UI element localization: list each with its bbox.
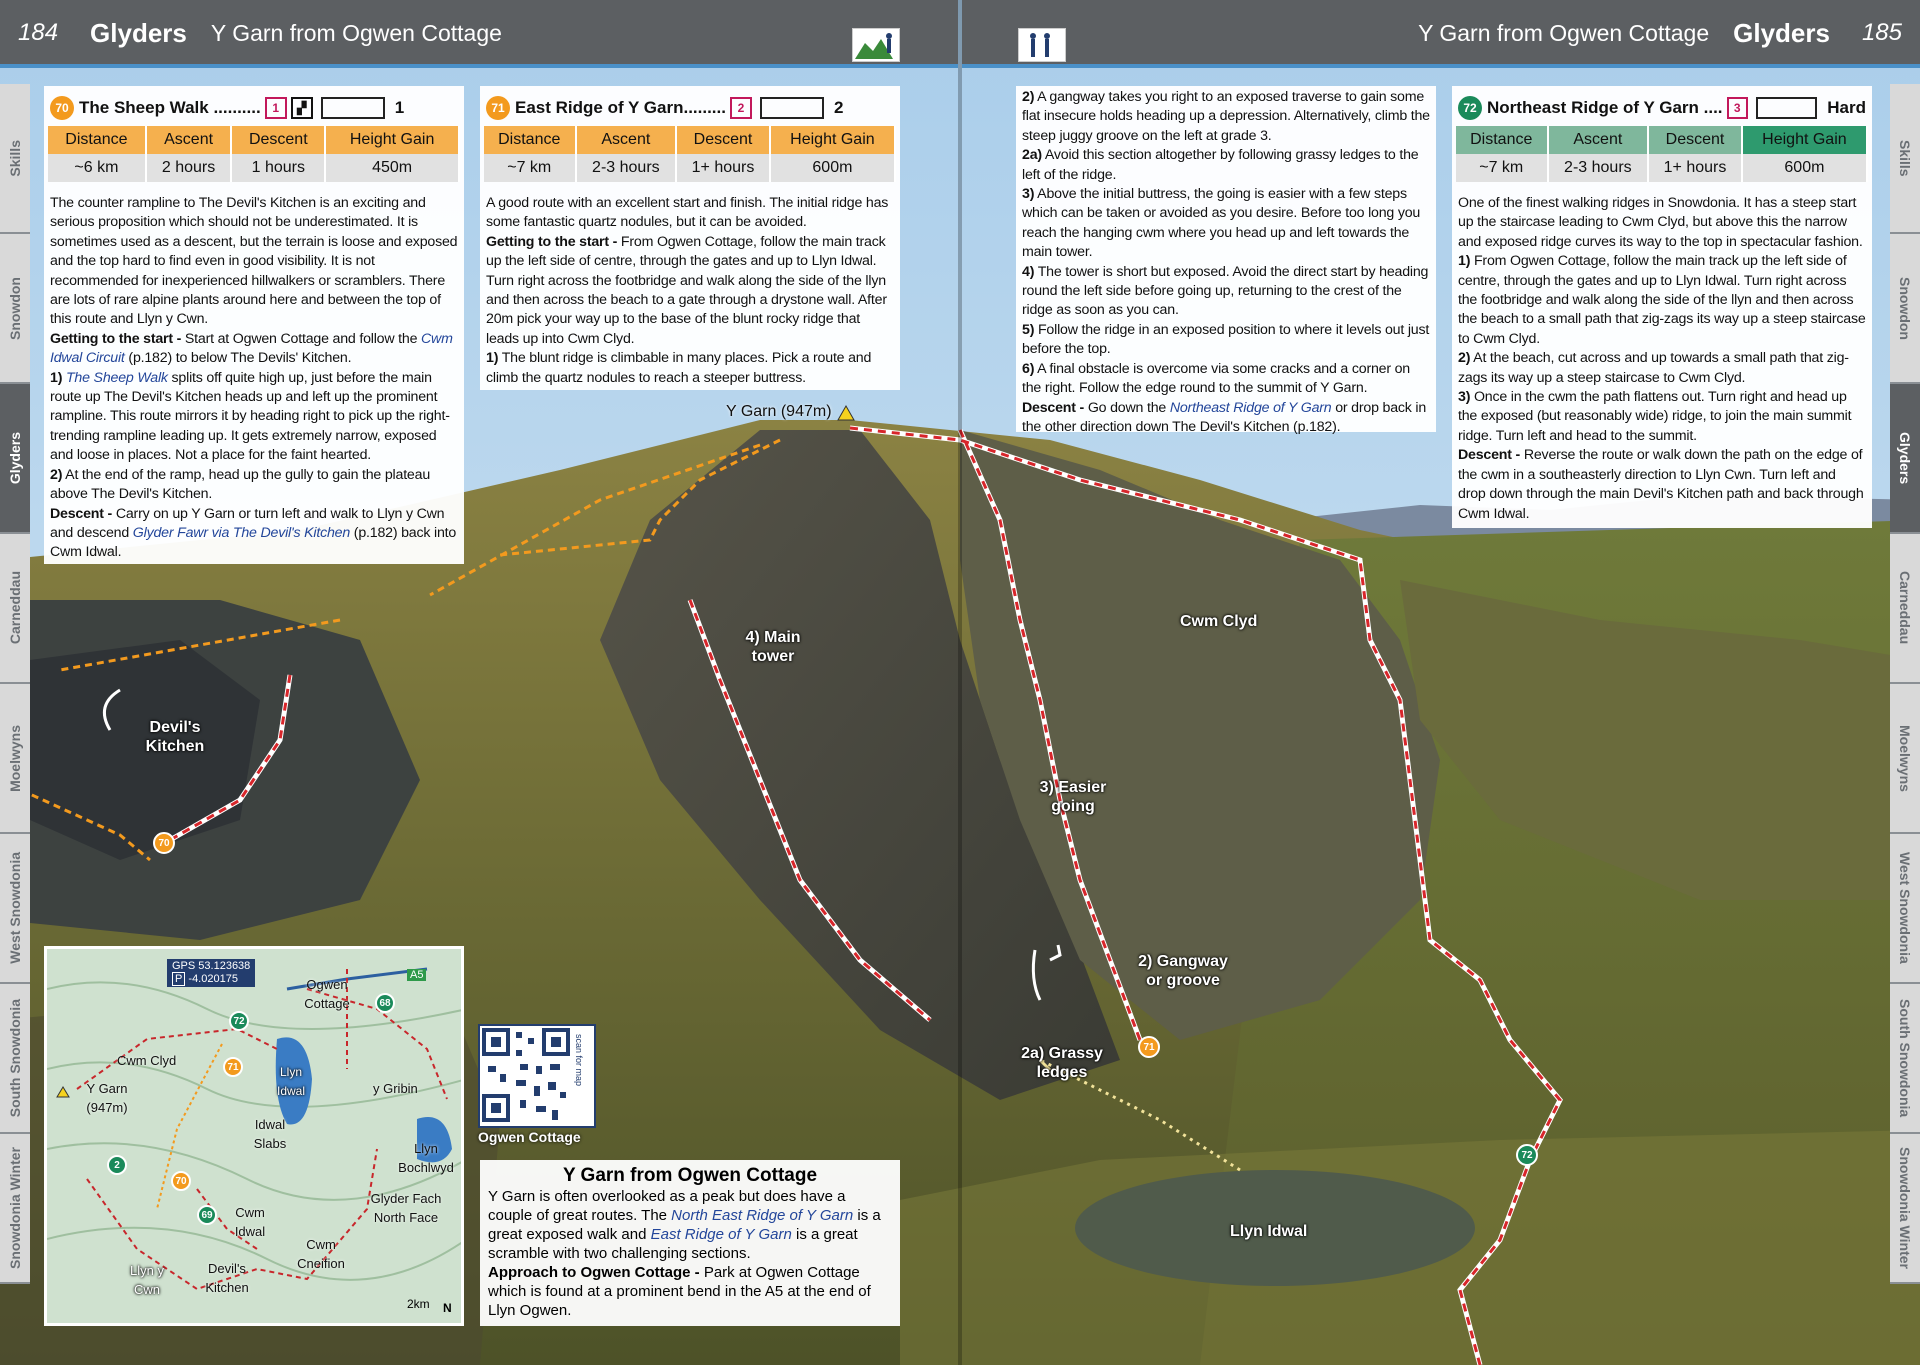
left-section-title: Glyders xyxy=(90,17,187,48)
map-label-y-garn: Y Garn (947m) xyxy=(86,1081,128,1115)
route-70-title xyxy=(44,86,464,122)
route-grade: 1 xyxy=(394,98,405,117)
route-70-box xyxy=(44,86,464,564)
route-71-description: A good route with an excellent start and finish. The initial ridge has some fantastic quartz nodules, but it can be avoided. Getting to the start - From Ogwen Cottage, follow the main track up the left side of centre, through the gates and up to Llyn Idwal. Turn right across the footbridge and walk along the side of the llyn and then across the beach to a gate through a drystone wall. After 20m pick your way up to the base of the blunt rocky ridge that leads up into Cwm Clyd. 1) The blunt ridge is climbable in many places. Pick a route and climb the quartz nodules to reach a steeper buttress. xyxy=(486,195,889,386)
tab-carneddau[interactable]: Carneddau xyxy=(0,534,30,684)
route-72-title xyxy=(1452,86,1872,122)
parking-icon: P xyxy=(172,972,185,986)
stat-header: Distance xyxy=(48,126,146,154)
stat-value: 1+ hours xyxy=(676,154,770,182)
stat-header: Height Gain xyxy=(325,126,459,154)
tab-snowdonia-winter[interactable]: Snowdonia Winter xyxy=(0,1134,30,1284)
route-71-marker[interactable]: 71 xyxy=(1138,1036,1160,1058)
devils-kitchen-label: Devil's Kitchen xyxy=(145,719,205,755)
stat-header: Ascent xyxy=(1548,126,1649,154)
stat-value: 1+ hours xyxy=(1648,154,1742,182)
right-page-number: 185 xyxy=(1861,19,1902,46)
map-label-glyder-fach: Glyder Fach North Face xyxy=(370,1191,442,1225)
stat-value: 600m xyxy=(770,154,895,182)
map-marker-68[interactable]: 68 xyxy=(375,993,395,1013)
stat-header: Ascent xyxy=(576,126,677,154)
tab-skills[interactable]: Skills xyxy=(0,84,30,234)
main-tower-label: 4) Main tower xyxy=(745,629,801,665)
route-name: The Sheep Walk .......... xyxy=(79,98,261,117)
map-label-idwal-slabs: Idwal Slabs xyxy=(253,1117,287,1151)
stat-value: 450m xyxy=(325,154,459,182)
left-page-subtitle: Y Garn from Ogwen Cottage xyxy=(210,19,502,46)
tab-glyders[interactable]: Glyders xyxy=(1890,384,1920,534)
map-marker-69[interactable]: 69 xyxy=(197,1205,217,1225)
map-label-devils-kitchen: Devil's Kitchen xyxy=(205,1261,249,1295)
tab-moelwyns[interactable]: Moelwyns xyxy=(1890,684,1920,834)
grade-star-icon: 3 xyxy=(1727,97,1748,119)
tab-moelwyns[interactable]: Moelwyns xyxy=(0,684,30,834)
route-stats-table xyxy=(1456,126,1868,182)
right-header-rule xyxy=(962,64,1920,68)
qr-code[interactable] xyxy=(478,1024,596,1128)
map-marker-71[interactable]: 71 xyxy=(223,1057,243,1077)
stat-header: Descent xyxy=(231,126,325,154)
gps-badge: GPS 53.123638 P -4.020175 xyxy=(167,959,255,987)
tick-box[interactable] xyxy=(321,97,385,119)
tick-box[interactable] xyxy=(760,97,824,119)
map-marker-2[interactable]: 2 xyxy=(107,1155,127,1175)
llyn-idwal-label: Llyn Idwal xyxy=(1230,1223,1308,1240)
right-chapter-tabs xyxy=(1890,84,1920,1324)
grade-star-icon: 2 xyxy=(730,97,752,119)
tab-south-snowdonia[interactable]: South Snowdonia xyxy=(1890,984,1920,1134)
stat-value: 2-3 hours xyxy=(1548,154,1649,182)
tab-skills[interactable]: Skills xyxy=(1890,84,1920,234)
tab-west-snowdonia[interactable]: West Snowdonia xyxy=(0,834,30,984)
map-label-cwm-clyd: Cwm Clyd xyxy=(117,1053,177,1068)
route-number-badge: 71 xyxy=(486,96,510,120)
map-scale: 2km xyxy=(407,1297,430,1311)
route-70-marker[interactable]: 70 xyxy=(153,832,175,854)
map-marker-72[interactable]: 72 xyxy=(229,1011,249,1031)
summit-label: Y Garn (947m) xyxy=(726,403,832,420)
route-71-title xyxy=(480,86,900,122)
route-name: Northeast Ridge of Y Garn .... xyxy=(1487,98,1723,117)
scramble-icon: ▞ xyxy=(291,97,313,119)
stat-header: Height Gain xyxy=(770,126,895,154)
page-gutter xyxy=(958,0,962,1365)
map-marker-70[interactable]: 70 xyxy=(171,1171,191,1191)
tab-carneddau[interactable]: Carneddau xyxy=(1890,534,1920,684)
stat-value: 2-3 hours xyxy=(576,154,677,182)
right-section-title: Glyders xyxy=(1733,17,1830,48)
right-page-subtitle: Y Garn from Ogwen Cottage xyxy=(1418,19,1710,46)
link-north-east-ridge[interactable]: North East Ridge of Y Garn xyxy=(671,1207,854,1224)
left-page-number: 184 xyxy=(18,19,59,46)
qr-side-text: scan for map xyxy=(574,1034,584,1087)
route-70-description: The counter rampline to The Devil's Kitchen is an exciting and serious proposition which should not be underestimated. It is sometimes used as a descent, but the terrain is loose and exposed and the top hard to find even in good visibility. It is not recommended for inexperienced hillwalkers or scramblers. There are lots of rare alpine plants around here and between the top of this route and Llyn y Cwn. Getting to the start - Start at Ogwen Cottage and follow the Cwm Idwal Circuit (p.182) to below The Devils' Kitchen. 1) The Sheep Walk splits off quite high up, just before the main route up The Devil's Kitchen heads up and left up the prominent rampline. This route mirrors it by heading right to pick up the right-trending rampline leading up. It gets extremely narrow, exposed and loose in places. Not a place for the faint hearted. 2) At the end of the ramp, head up the gully to gain the plateau above The Devil's Kitchen. Descent - Carry on up Y Garn or turn left and walk to Llyn y Cwn and descend Glyder Fawr via The Devil's Kitchen (p.182) back into Cwm Idwal. xyxy=(50,195,458,561)
stat-value: ~7 km xyxy=(1456,154,1548,182)
tab-south-snowdonia[interactable]: South Snowdonia xyxy=(0,984,30,1134)
stat-header: Ascent xyxy=(146,126,232,154)
walker-icon xyxy=(852,28,900,62)
stat-value: ~7 km xyxy=(484,154,576,182)
grade-star-icon: 1 xyxy=(265,97,287,119)
map-label-llyn-y-cwn: Llyn y Cwn xyxy=(130,1263,164,1297)
cwm-clyd-label: Cwm Clyd xyxy=(1180,613,1258,630)
tab-snowdonia-winter[interactable]: Snowdonia Winter xyxy=(1890,1134,1920,1284)
tick-box[interactable] xyxy=(1756,97,1817,119)
stat-header: Descent xyxy=(1648,126,1742,154)
stat-header: Height Gain xyxy=(1742,126,1867,154)
tab-snowdon[interactable]: Snowdon xyxy=(1890,234,1920,384)
route-72-description: One of the finest walking ridges in Snowdonia. It has a steep start up the staircase leading to Cwm Clyd, but above this the narrow and exposed ridge curves its way to the top in spectacular fashion. 1) From Ogwen Cottage, follow the main track up the left side of centre, through the gates and up to Llyn Idwal. Turn right across the footbridge and walk along the side of the llyn and then across the beach to a small path that zig-zags its way up a steep staircase to Cwm Clyd. 2) At the beach, cut across and up towards a small path that zig-zags its way up a steep staircase to Cwm Clyd. 3) Once in the cwm the path flattens out. Turn right and head up the exposed (but reasonably wide) ridge, to join the main summit ridge. Turn left and head to the summit. Descent - Reverse the route or walk down the path on the edge of the cwm in a southeasterly direction to Llyn Cwn. Turn left and drop down through the main Devil's Kitchen path and back through Cwm Idwal. xyxy=(1458,195,1866,522)
route-number-badge: 70 xyxy=(50,96,74,120)
tab-snowdon[interactable]: Snowdon xyxy=(0,234,30,384)
stat-value: ~6 km xyxy=(48,154,146,182)
group-walkers-icon xyxy=(1018,28,1066,62)
map-label-cwm-cneifion: Cwm Cneifion xyxy=(297,1237,345,1271)
left-header-rule xyxy=(0,64,958,68)
link-east-ridge[interactable]: East Ridge of Y Garn xyxy=(650,1226,792,1243)
map-label-llyn-idwal: Llyn Idwal xyxy=(276,1065,305,1098)
grassy-ledges-label: 2a) Grassy ledges xyxy=(1021,1045,1103,1081)
intro-box xyxy=(480,1160,900,1326)
tab-west-snowdonia[interactable]: West Snowdonia xyxy=(1890,834,1920,984)
stat-header: Descent xyxy=(676,126,770,154)
north-arrow-icon: N xyxy=(443,1301,452,1315)
road-a5-label: A5 xyxy=(407,969,426,981)
route-stats-table xyxy=(48,126,460,182)
left-chapter-tabs xyxy=(0,84,30,1324)
route-72-marker[interactable]: 72 xyxy=(1516,1144,1538,1166)
stat-header: Distance xyxy=(484,126,576,154)
left-page-header xyxy=(0,0,958,66)
stat-header: Distance xyxy=(1456,126,1548,154)
route-grade: 2 xyxy=(833,98,844,117)
intro-title: Y Garn from Ogwen Cottage xyxy=(562,1165,818,1186)
tab-glyders[interactable]: Glyders xyxy=(0,384,30,534)
route-72-box xyxy=(1452,86,1872,528)
route-number-badge: 72 xyxy=(1458,96,1482,120)
route-71-box xyxy=(480,86,900,390)
right-page-header xyxy=(962,0,1920,66)
route-grade: Hard xyxy=(1827,98,1866,117)
inset-map[interactable] xyxy=(44,946,464,1326)
intro-text: Y Garn is often overlooked as a peak but does have a couple of great routes. The North East Ridge of Y Garn is a great exposed walk and East Ridge of Y Garn is a great scramble with two challenging sections. Approach to Ogwen Cottage - Park at Ogwen Cottage which is found at a prominent bend in the A5 at the end of Llyn Ogwen. xyxy=(488,1188,881,1319)
easier-going-label: 3) Easier going xyxy=(1039,779,1107,815)
gangway-label: 2) Gangway or groove xyxy=(1138,953,1228,989)
route-name: East Ridge of Y Garn......... xyxy=(515,98,726,117)
route-71-continued-description: 2) A gangway takes you right to an exposed traverse to gain some flat insecure holds heading up a depression. Alternatively, climb the steep juggy groove on the left at grade 3. 2a) Avoid this section altogether by following grassy ledges to the left of the ridge. 3) Above the initial buttress, the going is easier with a few steps which can be taken or avoided as you desire. Before too long you reach the hanging cwm where you head up and left towards the main tower. 4) The tower is short but exposed. Avoid the direct start by heading round the left side before going up, returning to the crest of the ridge as soon as you can. 5) Follow the ridge in an exposed position to where it levels out just before the top. 6) A final obstacle is overcome via some cracks and a corner on the right. Follow the edge round to the summit of Y Garn. Descent - Go down the Northeast Ridge of Y Garn or drop back in the other direction down The Devil's Kitchen (p.182). xyxy=(1022,89,1430,435)
map-label-ogwen-cottage: Ogwen Cottage xyxy=(304,977,350,1011)
stat-value: 600m xyxy=(1742,154,1867,182)
stat-value: 2 hours xyxy=(146,154,232,182)
map-label-y-gribin: y Gribin xyxy=(373,1081,418,1096)
stat-value: 1 hours xyxy=(231,154,325,182)
route-stats-table xyxy=(484,126,896,182)
route-71-continued-box xyxy=(1016,86,1436,435)
map-label-llyn-bochlwyd: Llyn Bochlwyd xyxy=(398,1141,454,1175)
map-label-cwm-idwal: Cwm Idwal xyxy=(234,1205,266,1239)
qr-caption: Ogwen Cottage xyxy=(478,1129,581,1145)
